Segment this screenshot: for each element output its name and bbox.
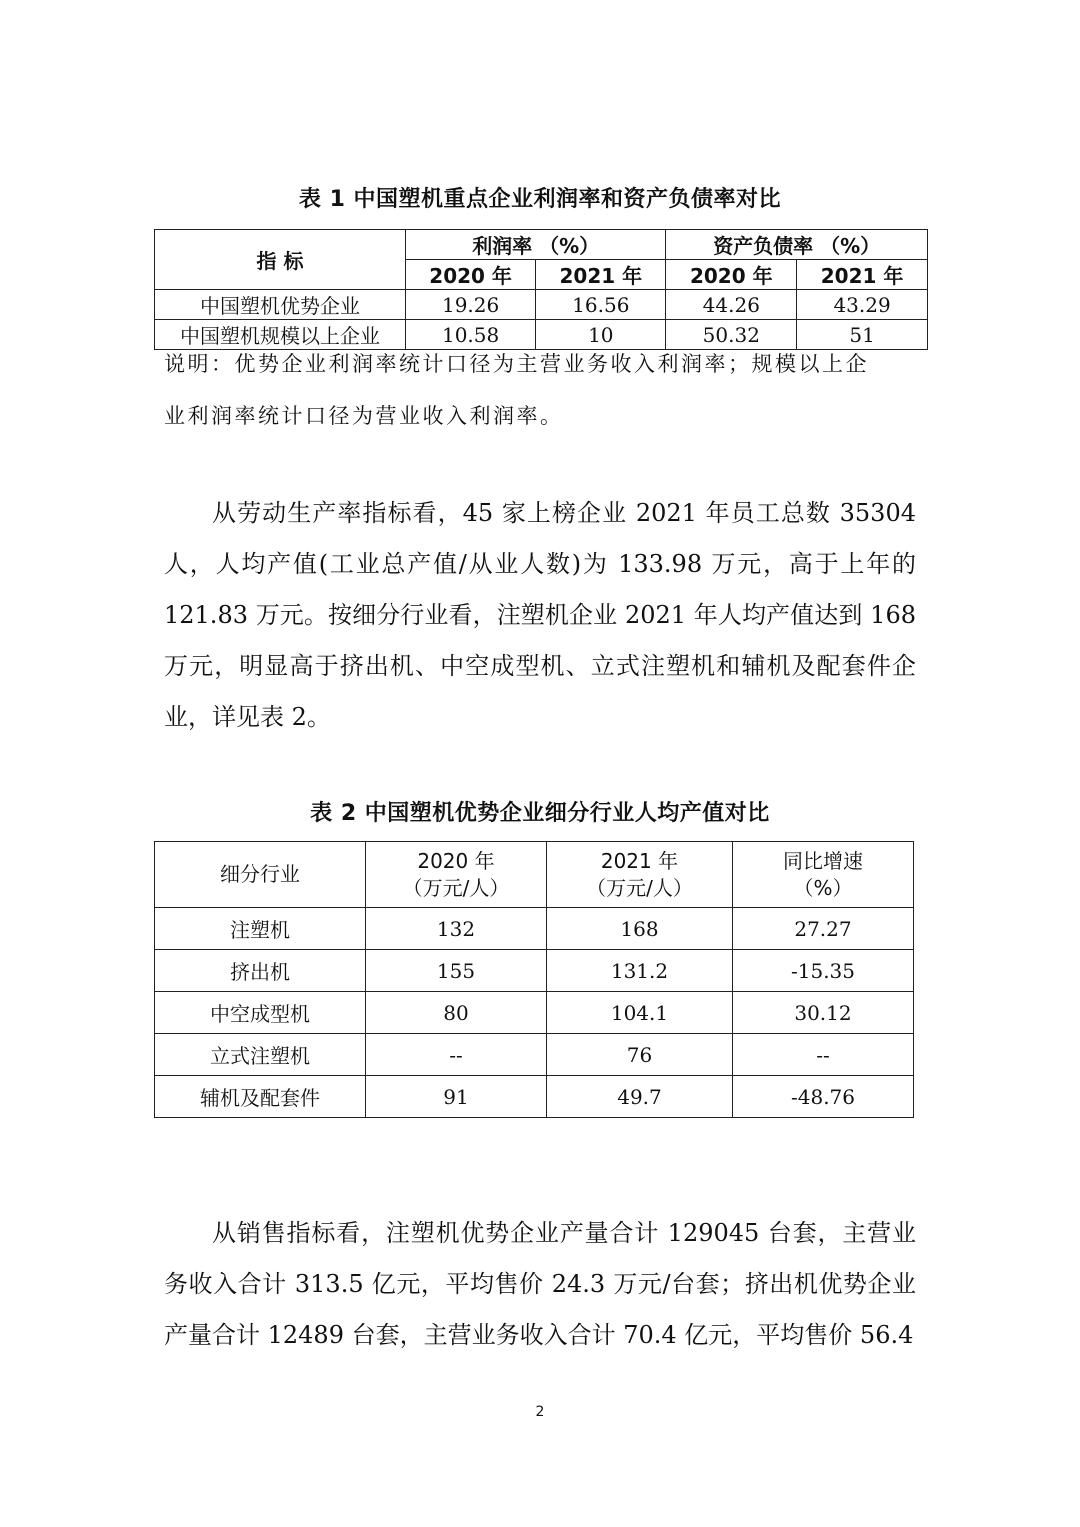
table2-cell: -48.76 (733, 1076, 914, 1118)
table2-header-2020-unit: （万元/人） (402, 875, 510, 900)
table2-header-2021 (547, 842, 733, 908)
table1-cell: 44.26 (666, 290, 797, 320)
table-row (155, 1076, 914, 1118)
table2-header-growth (733, 842, 914, 908)
table2-cell: -- (366, 1034, 547, 1076)
table1-header-profit: 利润率 （%） (406, 230, 666, 260)
table2-cell: 131.2 (547, 950, 733, 992)
table-row (155, 290, 928, 320)
table1-row-name: 中国塑机优势企业 (155, 290, 406, 320)
table2-cell: -- (733, 1034, 914, 1076)
table-row (155, 992, 914, 1034)
table2-cell: 91 (366, 1076, 547, 1118)
table1-cell: 51 (797, 320, 928, 350)
table2-cell: 76 (547, 1034, 733, 1076)
table1-cell: 16.56 (536, 290, 666, 320)
table-row (155, 908, 914, 950)
table2-header-2020 (366, 842, 547, 908)
table1-year: 2021 年 (797, 260, 928, 290)
table1-cell: 10 (536, 320, 666, 350)
table-row (155, 1034, 914, 1076)
table1-row-name: 中国塑机规模以上企业 (155, 320, 406, 350)
table2-cell: -15.35 (733, 950, 914, 992)
table2-segment: 立式注塑机 (155, 1034, 366, 1076)
table2-segment: 辅机及配套件 (155, 1076, 366, 1118)
paragraph-sales: 从销售指标看，注塑机优势企业产量合计 129045 台套，主营业务收入合计 313.5 亿元，平均售价 24.3 万元/台套；挤出机优势企业产量合计 12489 台套，主营业务收入合计 70.4 亿元，平均售价 56.4 (164, 1219, 916, 1349)
table1-header-debt: 资产负债率 （%） (666, 230, 928, 260)
table1-cell: 50.32 (666, 320, 797, 350)
paragraph-productivity: 从劳动生产率指标看，45 家上榜企业 2021 年员工总数 35304 人，人均产值(工业总产值/从业人数)为 133.98 万元，高于上年的 121.83 万元。按细分行业看，注塑机企业 2021 年人均产值达到 168 万元，明显高于挤出机、中空成型机、立式注塑机和辅机及配套件企业，详见表 2。 (164, 499, 916, 731)
table2 (154, 841, 914, 1118)
table2-header-2020-year: 2020 年 (417, 848, 495, 873)
table2-header-2021-year: 2021 年 (600, 848, 679, 873)
table1-cell: 43.29 (797, 290, 928, 320)
table2-header-growth-label: 同比增速 (783, 848, 863, 873)
table2-cell: 104.1 (547, 992, 733, 1034)
table2-segment: 注塑机 (155, 908, 366, 950)
table2-cell: 80 (366, 992, 547, 1034)
table2-title: 表 2 中国塑机优势企业细分行业人均产值对比 (310, 801, 770, 826)
table2-segment: 挤出机 (155, 950, 366, 992)
table2-cell: 132 (366, 908, 547, 950)
table2-cell: 168 (547, 908, 733, 950)
table2-segment: 中空成型机 (155, 992, 366, 1034)
table2-cell: 155 (366, 950, 547, 992)
table1-year: 2020 年 (406, 260, 536, 290)
table1-cell: 10.58 (406, 320, 536, 350)
table-row (155, 950, 914, 992)
table1-note-line1: 说明：优势企业利润率统计口径为主营业务收入利润率；规模以上企 (164, 352, 869, 376)
table2-cell: 27.27 (733, 908, 914, 950)
page-number: 2 (535, 1404, 545, 1420)
table2-header-2021-unit: （万元/人） (586, 875, 693, 900)
table2-cell: 30.12 (733, 992, 914, 1034)
table1-year: 2021 年 (536, 260, 666, 290)
table1-header-indicator: 指 标 (155, 230, 406, 290)
table1 (154, 229, 928, 350)
table2-cell: 49.7 (547, 1076, 733, 1118)
table1-note-line2: 业利润率统计口径为营业收入利润率。 (164, 404, 564, 428)
table1-cell: 19.26 (406, 290, 536, 320)
table1-year: 2020 年 (666, 260, 797, 290)
table2-header-growth-unit: （%） (793, 875, 853, 900)
table2-header-segment: 细分行业 (155, 842, 366, 908)
table1-title: 表 1 中国塑机重点企业利润率和资产负债率对比 (298, 187, 782, 212)
